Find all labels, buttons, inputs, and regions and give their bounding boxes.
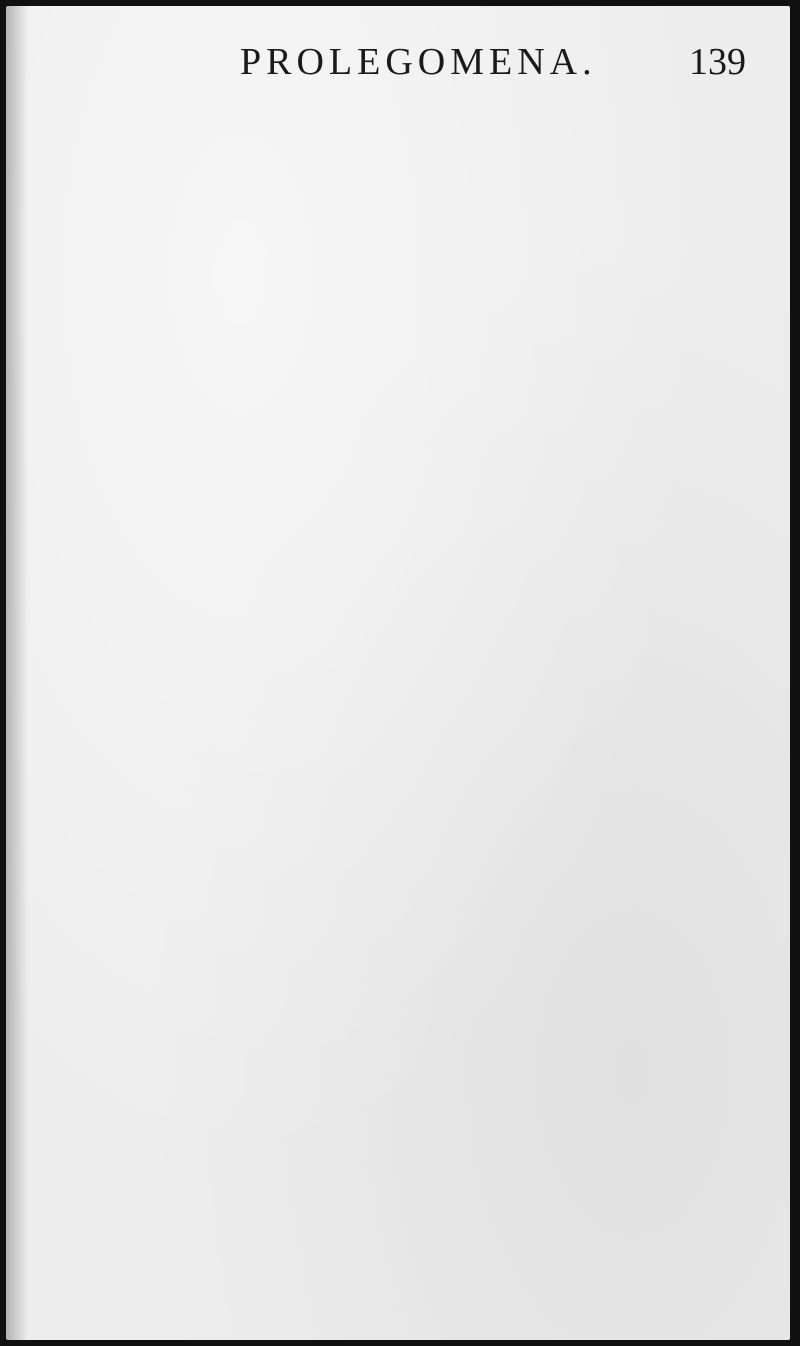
running-head: PROLEGOMENA. <box>240 41 597 83</box>
book-page <box>6 6 790 1340</box>
page-number: 139 <box>689 41 746 83</box>
page-gutter-shadow <box>6 6 28 1340</box>
page-header <box>46 40 750 92</box>
